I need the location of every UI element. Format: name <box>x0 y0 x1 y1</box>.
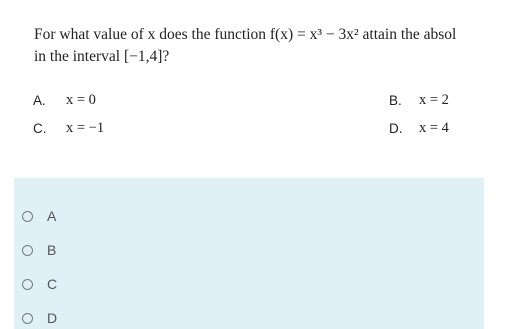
choice-c-label: C <box>47 276 58 292</box>
question-text <box>34 24 484 68</box>
radio-button-icon[interactable] <box>22 313 33 324</box>
option-a-value: x = 0 <box>66 92 96 108</box>
choice-d-label: D <box>47 310 58 326</box>
option-d-letter: D. <box>389 121 403 136</box>
choice-b-label: B <box>47 242 57 258</box>
option-a-letter: A. <box>33 93 46 108</box>
choice-d[interactable] <box>22 308 57 328</box>
choice-b[interactable] <box>22 240 56 260</box>
option-d-value: x = 4 <box>419 120 449 136</box>
choice-c[interactable] <box>22 274 57 294</box>
option-b-value: x = 2 <box>419 92 449 108</box>
question-card <box>14 0 484 178</box>
choice-a[interactable] <box>22 206 56 226</box>
option-c-letter: C. <box>33 121 47 136</box>
question-line-2: in the interval [−1,4]? <box>34 48 170 65</box>
radio-button-icon[interactable] <box>22 245 33 256</box>
option-b-letter: B. <box>389 93 402 108</box>
option-c-value: x = −1 <box>66 120 105 136</box>
radio-button-icon[interactable] <box>22 279 33 290</box>
choice-a-label: A <box>47 208 57 224</box>
question-line-1: For what value of x does the function f(x) = x³ − 3x² attain the absol <box>34 26 457 43</box>
radio-button-icon[interactable] <box>22 211 33 222</box>
